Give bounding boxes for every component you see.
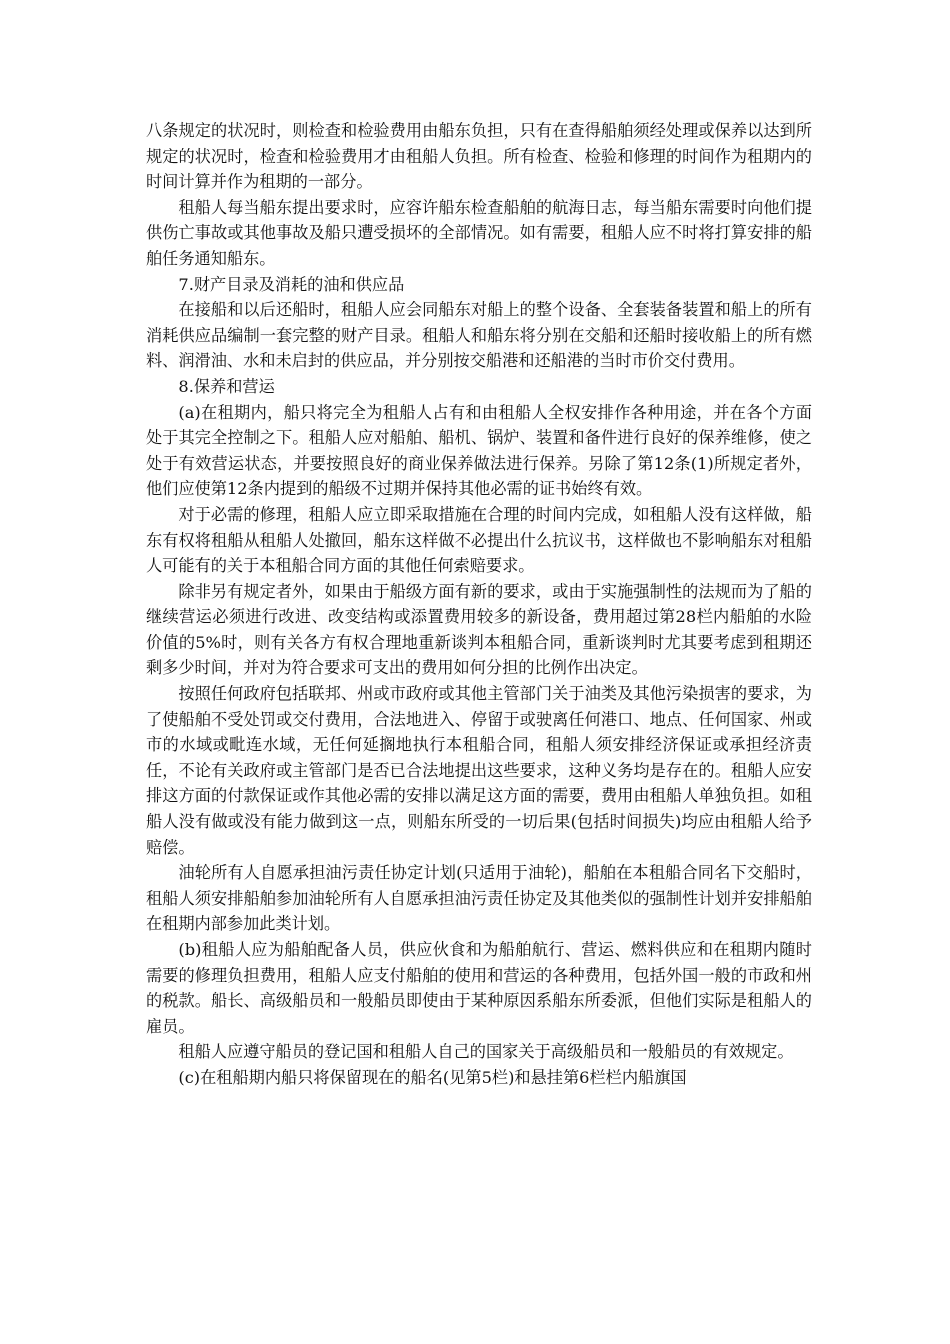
paragraph-inventory: 在接船和以后还船时，租船人应会同船东对船上的整个设备、全套装备装置和船上的所有消耗供应品编制一套完整的财产目录。租船人和船东将分别在交船和还船时接收船上的所有燃料、润滑油、水和未启封的供应品，并分别按交船港和还船港的当时市价交付费用。 [146, 300, 812, 371]
paragraph-pollution: 按照任何政府包括联邦、州或市政府或其他主管部门关于油类及其他污染损害的要求，为了使船舶不受处罚或交付费用，合法地进入、停留于或驶离任何港口、地点、任何国家、州或市的水域或毗连水域，无任何延搁地执行本租船合同，租船人须安排经济保证或承担经济责任，不论有关政府或主管部门是否已合法地提出这些要求，这种义务均是存在的。租船人应安排这方面的付款保证或作其他必需的安排以满足这方面的需要，费用由租船人单独负担。如租船人没有做或没有能力做到这一点，则船东所受的一切后果(包括时间损失)均应由租船人给予赔偿。 [146, 684, 812, 857]
section-heading-maintenance: 8.保养和营运 [178, 376, 275, 396]
paragraph-crew-regulations: 租船人应遵守船员的登记国和租船人自己的国家关于高级船员和一般船员的有效规定。 [178, 1042, 794, 1062]
document-body [146, 118, 812, 1091]
section-heading-inventory: 7.财产目录及消耗的油和供应品 [178, 274, 405, 294]
paragraph-name-flag-c: (c)在租船期内船只将保留现在的船名(见第5栏)和悬挂第6栏栏内船旗国 [178, 1067, 687, 1087]
paragraph-continued: 八条规定的状况时，则检查和检验费用由船东负担，只有在查得船舶须经处理或保养以达到所规定的状况时，检查和检验费用才由租船人负担。所有检查、检验和修理的时间作为租期内的时间计算并作为租期的一部分。 [146, 121, 812, 192]
paragraph-maintenance-a: (a)在租期内，船只将完全为租船人占有和由租船人全权安排作各种用途，并在各个方面处于其完全控制之下。租船人应对船舶、船机、锅炉、装置和备件进行良好的保养维修，使之处于有效营运状态，并要按照良好的商业保养做法进行保养。另除了第12条(1)所规定者外，他们应使第12条内提到的船级不过期并保持其他必需的证书始终有效。 [146, 402, 812, 499]
paragraph-repairs: 对于必需的修理，租船人应立即采取措施在合理的时间内完成，如租船人没有这样做，船东有权将租船从租船人处撤回，船东这样做不必提出什么抗议书，这样做也不影响船东对租船人可能有的关于本租船合同方面的其他任何索赔要求。 [146, 504, 812, 576]
paragraph-renegotiation: 除非另有规定者外，如果由于船级方面有新的要求，或由于实施强制性的法规而为了船的继续营运必须进行改进、改变结构或添置费用较多的新设备，费用超过第28栏内船舶的水险价值的5%时，则有关各方有权合理地重新谈判本租船合同，重新谈判时尤其要考虑到租期还剩多少时间，并对为符合要求可支出的费用如何分担的比例作出决定。 [146, 581, 812, 678]
paragraph-logbook-inspection: 租船人每当船东提出要求时，应容许船东检查船舶的航海日志，每当船东需要时向他们提供伤亡事故或其他事故及船只遭受损坏的全部情况。如有需要，租船人应不时将打算安排的船舶任务通知船东。 [146, 197, 812, 268]
paragraph-manning-b: (b)租船人应为船舶配备人员，供应伙食和为船舶航行、营运、燃料供应和在租期内随时需要的修理负担费用，租船人应支付船舶的使用和营运的各种费用，包括外国一般的市政和州的税款。船长、高级船员和一般船员即使由于某种原因系船东所委派，但他们实际是租船人的雇员。 [146, 940, 812, 1036]
paragraph-tovalop: 油轮所有人自愿承担油污责任协定计划(只适用于油轮)，船舶在本租船合同名下交船时，租船人须安排船舶参加油轮所有人自愿承担油污责任协定及其他类似的强制性计划并安排船舶在租期内部参加此类计划。 [146, 863, 812, 934]
